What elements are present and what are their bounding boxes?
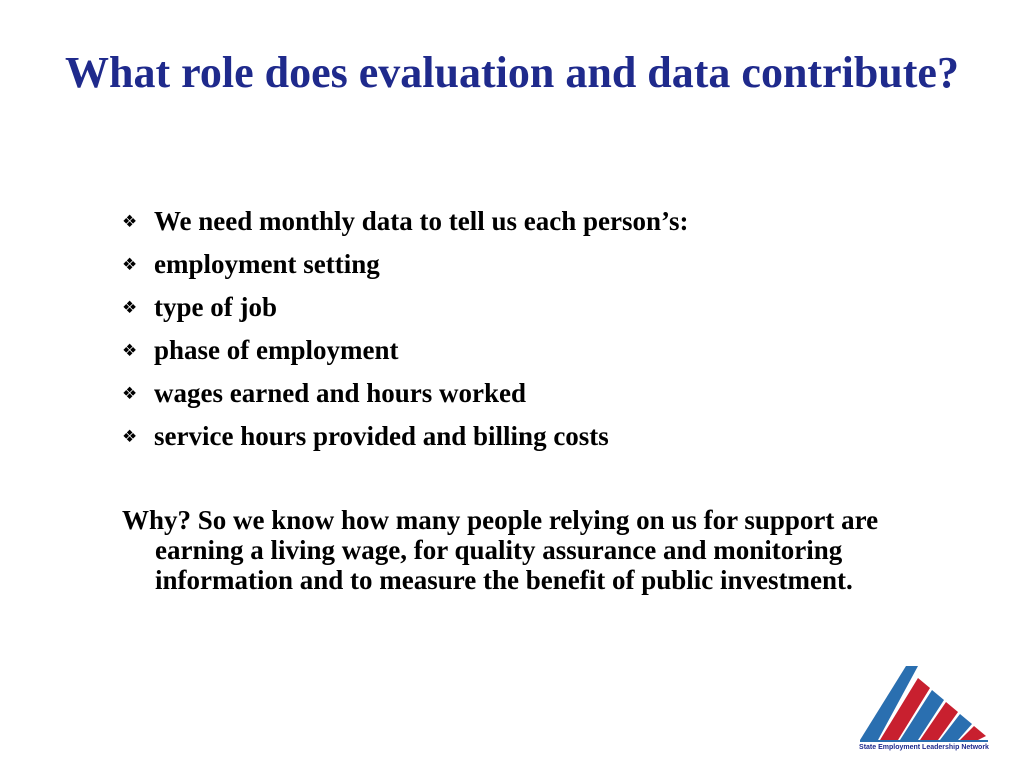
bullet-item xyxy=(122,286,942,329)
bullet-list xyxy=(122,200,942,458)
slide-title: What role does evaluation and data contribute? xyxy=(65,48,959,97)
diamond-bullet-icon: ❖ xyxy=(122,426,138,447)
seln-logo xyxy=(856,664,992,756)
diamond-bullet-icon: ❖ xyxy=(122,297,138,318)
bullet-item xyxy=(122,243,942,286)
why-paragraph: Why? So we know how many people relying on us for support are earning a living wage, for quality assurance and monitoring information and to measure the benefit of public investment. xyxy=(122,505,879,595)
logo-caption: State Employment Leadership Network xyxy=(859,744,989,751)
bullet-text: service hours provided and billing costs xyxy=(154,421,609,451)
diamond-bullet-icon: ❖ xyxy=(122,383,138,404)
diamond-bullet-icon: ❖ xyxy=(122,211,138,232)
bullet-text: wages earned and hours worked xyxy=(154,378,527,408)
bullet-text: We need monthly data to tell us each person’s: xyxy=(154,206,689,236)
diamond-bullet-icon: ❖ xyxy=(122,254,138,275)
bullet-text: employment setting xyxy=(154,249,380,279)
seln-logo-mark-icon xyxy=(856,664,992,744)
bullet-item xyxy=(122,415,942,458)
bullet-item xyxy=(122,329,942,372)
bullet-text: phase of employment xyxy=(154,335,399,365)
bullet-item xyxy=(122,200,942,243)
bullet-item xyxy=(122,372,942,415)
bullet-text: type of job xyxy=(154,292,277,322)
logo-baseline xyxy=(860,740,988,742)
diamond-bullet-icon: ❖ xyxy=(122,340,138,361)
